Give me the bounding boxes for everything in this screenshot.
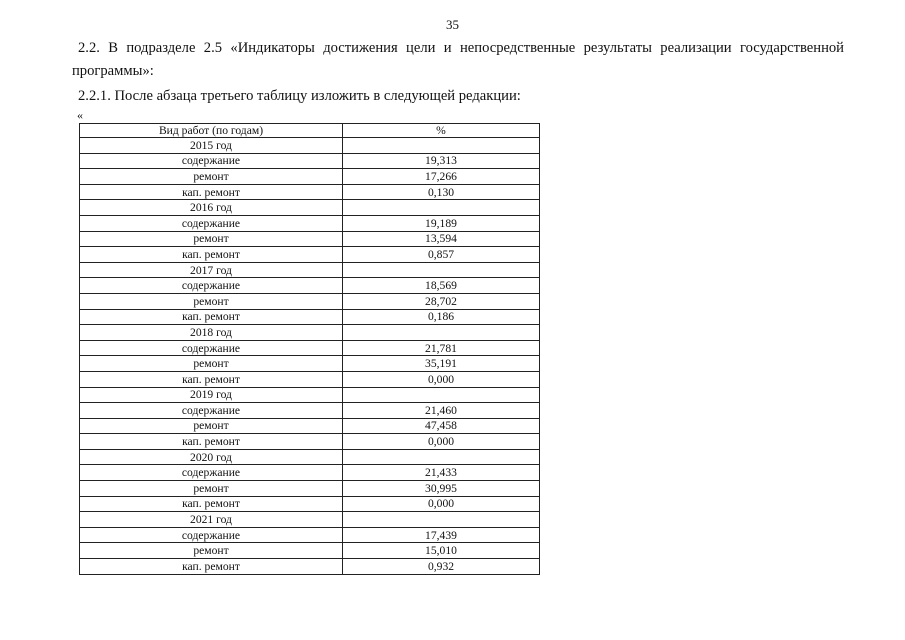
work-type-cell: содержание [80,278,343,294]
opening-quote-mark: « [77,108,83,122]
work-type-cell: содержание [80,153,343,169]
work-type-cell: 2019 год [80,387,343,403]
percent-cell: 0,932 [343,559,540,575]
column-header-percent: % [343,124,540,138]
percent-cell: 17,266 [343,169,540,185]
table-row [80,153,540,169]
table-row [80,449,540,465]
work-type-cell: содержание [80,527,343,543]
work-type-cell: кап. ремонт [80,184,343,200]
work-type-cell: ремонт [80,481,343,497]
work-type-cell: ремонт [80,418,343,434]
work-type-cell: 2016 год [80,200,343,216]
table-row [80,496,540,512]
percent-cell [343,449,540,465]
work-type-cell: 2017 год [80,262,343,278]
column-header-work-type: Вид работ (по годам) [80,124,343,138]
work-type-cell: кап. ремонт [80,371,343,387]
table-row [80,387,540,403]
work-type-cell: ремонт [80,293,343,309]
percent-cell: 21,433 [343,465,540,481]
table-row [80,434,540,450]
work-type-cell: ремонт [80,169,343,185]
percent-cell [343,512,540,528]
table-row [80,309,540,325]
paragraph-2-2-1: 2.2.1. После абзаца третьего таблицу изложить в следующей редакции: [78,88,521,104]
work-type-cell: кап. ремонт [80,434,343,450]
percent-cell: 19,189 [343,215,540,231]
percent-cell: 21,460 [343,403,540,419]
work-type-cell: ремонт [80,543,343,559]
percent-cell: 28,702 [343,293,540,309]
percent-cell: 0,000 [343,371,540,387]
table-row [80,512,540,528]
table-row [80,481,540,497]
percent-cell [343,138,540,154]
works-percent-table [79,123,540,575]
table-row [80,465,540,481]
table-row [80,356,540,372]
work-type-cell: содержание [80,403,343,419]
percent-cell: 17,439 [343,527,540,543]
percent-cell: 0,000 [343,496,540,512]
table-row [80,184,540,200]
table-row [80,247,540,263]
percent-cell: 21,781 [343,340,540,356]
percent-cell: 0,857 [343,247,540,263]
paragraph-2-2: 2.2. В подразделе 2.5 «Индикаторы достижения цели и непосредственные результаты реализации государственной программы»: [72,40,844,79]
work-type-cell: кап. ремонт [80,559,343,575]
table-row [80,527,540,543]
percent-cell: 0,130 [343,184,540,200]
percent-cell: 0,186 [343,309,540,325]
percent-cell: 18,569 [343,278,540,294]
table-row [80,543,540,559]
table-row [80,403,540,419]
page-number: 35 [446,17,459,32]
percent-cell [343,200,540,216]
work-type-cell: кап. ремонт [80,309,343,325]
percent-cell: 19,313 [343,153,540,169]
table-row [80,340,540,356]
table-row [80,215,540,231]
table-row [80,293,540,309]
table-row [80,231,540,247]
table-row [80,325,540,341]
percent-cell: 35,191 [343,356,540,372]
table-header-row [80,124,540,138]
work-type-cell: кап. ремонт [80,496,343,512]
table-row [80,200,540,216]
work-type-cell: содержание [80,340,343,356]
work-type-cell: 2020 год [80,449,343,465]
table-row [80,559,540,575]
percent-cell: 13,594 [343,231,540,247]
percent-cell: 15,010 [343,543,540,559]
percent-cell [343,325,540,341]
percent-cell [343,262,540,278]
work-type-cell: 2015 год [80,138,343,154]
table-row [80,278,540,294]
percent-cell: 0,000 [343,434,540,450]
percent-cell: 30,995 [343,481,540,497]
percent-cell [343,387,540,403]
work-type-cell: 2018 год [80,325,343,341]
work-type-cell: кап. ремонт [80,247,343,263]
table-row [80,138,540,154]
work-type-cell: содержание [80,215,343,231]
percent-cell: 47,458 [343,418,540,434]
work-type-cell: 2021 год [80,512,343,528]
table-row [80,418,540,434]
work-type-cell: ремонт [80,356,343,372]
table-row [80,371,540,387]
work-type-cell: содержание [80,465,343,481]
table-row [80,262,540,278]
table-row [80,169,540,185]
work-type-cell: ремонт [80,231,343,247]
